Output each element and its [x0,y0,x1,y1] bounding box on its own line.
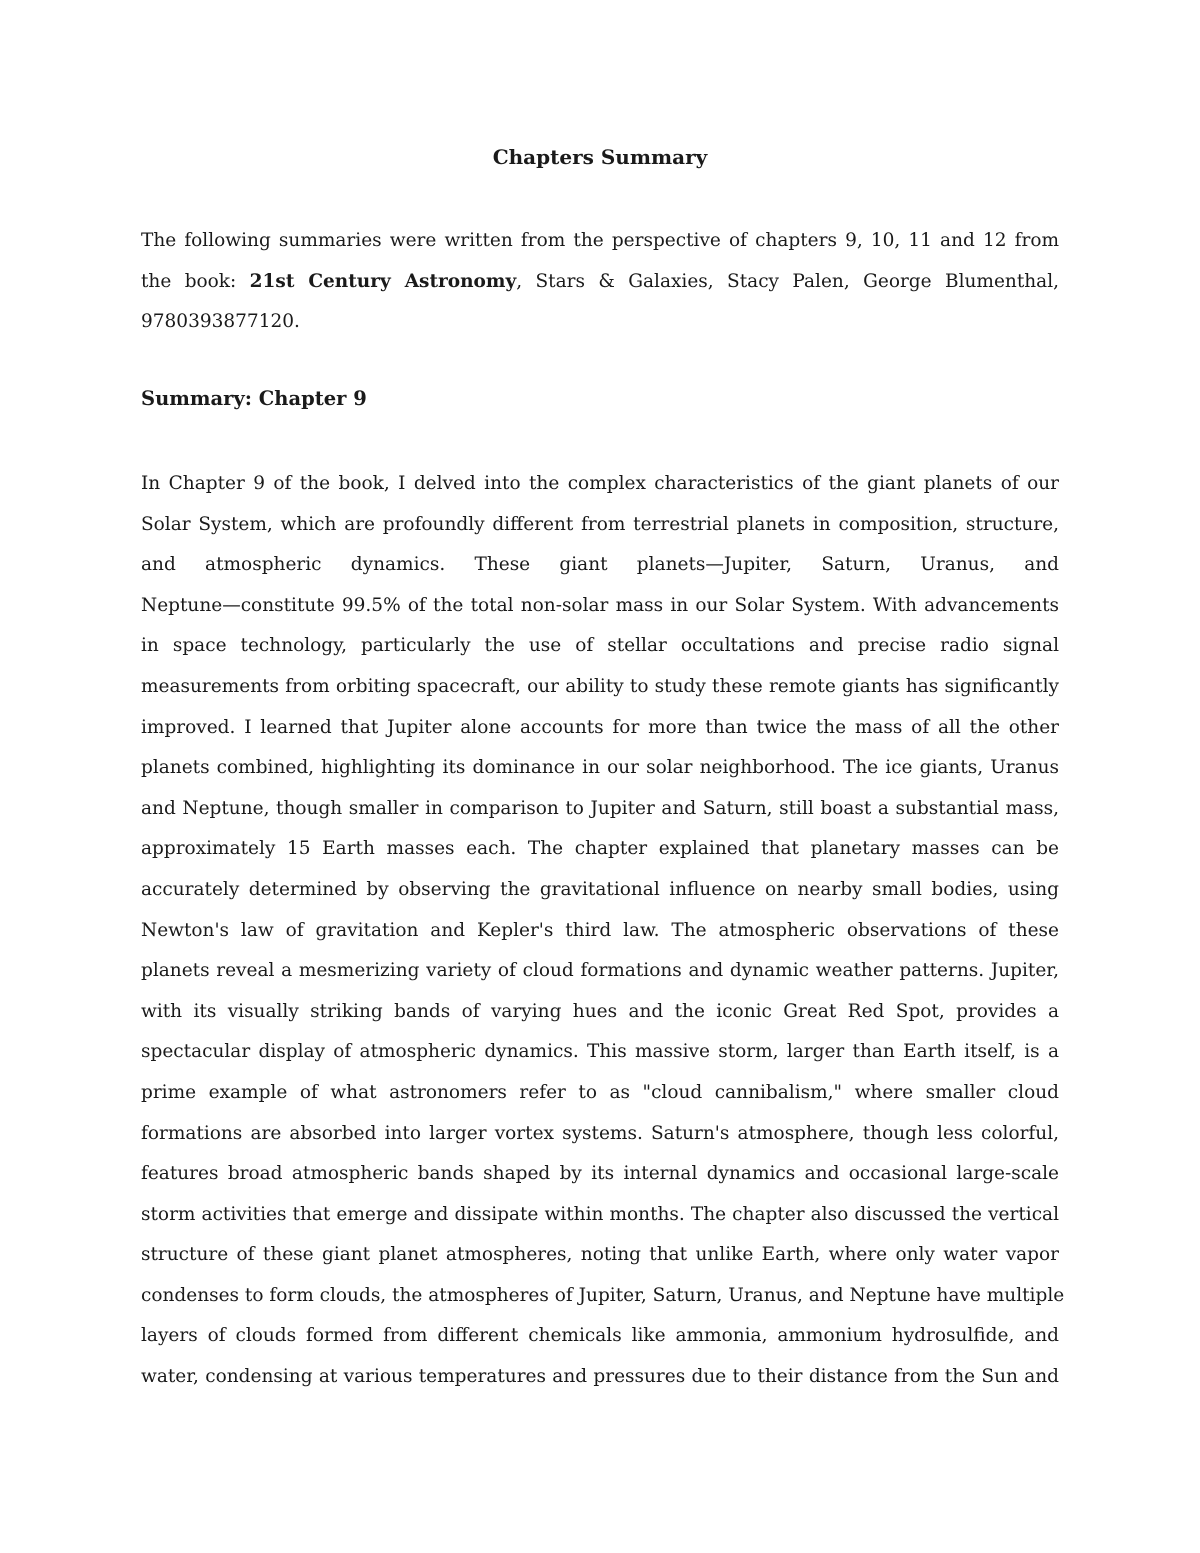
book-title: 21st Century Astronomy [249,270,517,292]
body-line: in space technology, particularly the use of stellar occultations and precise radio signal [141,635,1059,657]
body-line: formations are absorbed into larger vortex systems. Saturn's atmosphere, though less colorful, [141,1122,1059,1144]
body-line: planets combined, highlighting its dominance in our solar neighborhood. The ice giants, Uranus [141,757,1059,779]
intro-text-before-book-line1: The following summaries were written from the perspective of chapters 9, 10, 11 and 12 from [141,230,1059,251]
body-line: Newton's law of gravitation and Kepler's third law. The atmospheric observations of these [141,919,1059,941]
body-line: spectacular display of atmospheric dynamics. This massive storm, larger than Earth itself, is a [141,1041,1059,1063]
body-line: Neptune—constitute 99.5% of the total non-solar mass in our Solar System. With advancements [141,594,1059,616]
intro-paragraph [141,221,1059,343]
body-line: water, condensing at various temperatures and pressures due to their distance from the Sun and [141,1366,1059,1388]
body-line: features broad atmospheric bands shaped by its internal dynamics and occasional large-scale [141,1163,1059,1185]
body-line: measurements from orbiting spacecraft, our ability to study these remote giants has significantly [141,675,1059,697]
body-line: and atmospheric dynamics. These giant planets—Jupiter, Saturn, Uranus, and [141,554,1059,576]
body-line: approximately 15 Earth masses each. The chapter explained that planetary masses can be [141,838,1059,860]
section-heading: Summary: Chapter 9 [141,387,367,410]
body-line: and Neptune, though smaller in comparison to Jupiter and Saturn, still boast a substantial mass, [141,797,1059,819]
body-line: layers of clouds formed from different chemicals like ammonia, ammonium hydrosulfide, and [141,1325,1059,1347]
intro-text-after-book-line3: 9780393877120. [141,311,300,333]
intro-line [141,221,1059,262]
intro-line [141,302,1059,343]
document-title: Chapters Summary [492,145,708,169]
body-line: Solar System, which are profoundly different from terrestrial planets in composition, structure, [141,513,1059,535]
body-line: storm activities that emerge and dissipate within months. The chapter also discussed the vertical [141,1203,1059,1225]
body-line: with its visually striking bands of varying hues and the iconic Great Red Spot, provides a [141,1000,1059,1022]
body-line: accurately determined by observing the gravitational influence on nearby small bodies, using [141,878,1059,900]
body-line: structure of these giant planet atmospheres, noting that unlike Earth, where only water vapor [141,1244,1059,1266]
body-line: condenses to form clouds, the atmospheres of Jupiter, Saturn, Uranus, and Neptune have multiple [141,1284,1065,1306]
body-line: In Chapter 9 of the book, I delved into the complex characteristics of the giant planets of our [141,473,1059,494]
body-paragraph [141,464,1065,1398]
body-line: improved. I learned that Jupiter alone accounts for more than twice the mass of all the other [141,716,1059,738]
intro-line [141,262,1059,303]
intro-text-before-book-line2: the book: [141,270,250,292]
body-line: planets reveal a mesmerizing variety of cloud formations and dynamic weather patterns. Jupiter, [141,960,1059,982]
body-line: prime example of what astronomers refer to as "cloud cannibalism," where smaller cloud [141,1081,1059,1103]
intro-text-after-book-line2: , Stars & Galaxies, Stacy Palen, George Blumenthal, [516,270,1060,292]
